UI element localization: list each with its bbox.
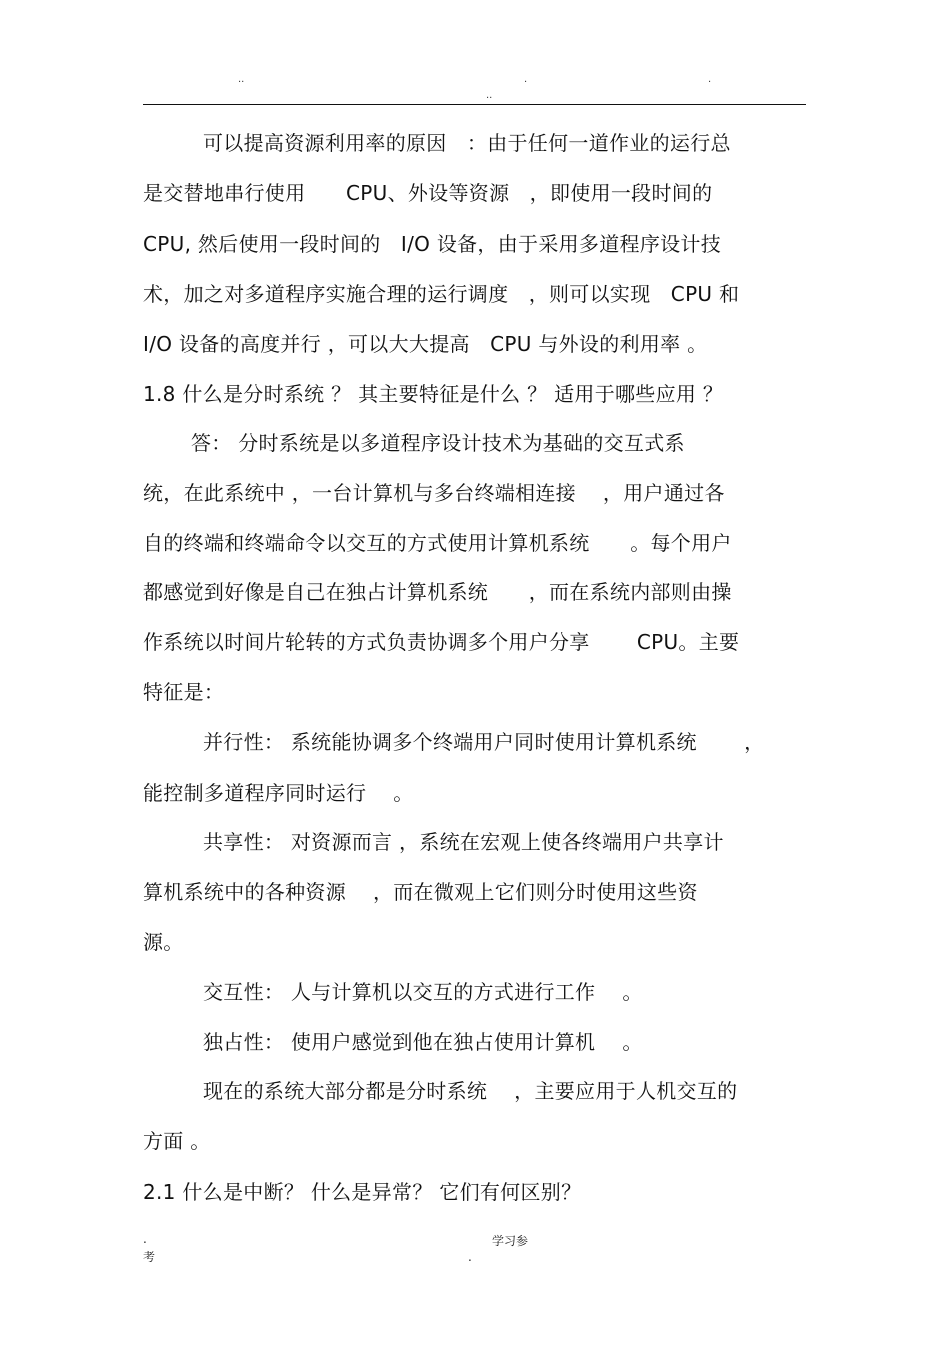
text-line: 能控制多道程序同时运行 。: [143, 781, 414, 805]
text-line: 并行性： 系统能协调多个终端用户同时使用计算机系统 ，: [203, 730, 765, 754]
footer-left-dot: .: [143, 1232, 147, 1246]
text-line: 作系统以时间片轮转的方式负责协调多个用户分享 CPU。主要: [143, 630, 740, 654]
text-line: 交互性： 人与计算机以交互的方式进行工作 。: [203, 980, 643, 1004]
text-line: 方面 。: [143, 1129, 211, 1153]
header-dot-1: ..: [238, 74, 245, 85]
text-line: 特征是：: [143, 680, 225, 704]
footer-center-dot: .: [468, 1250, 472, 1264]
section-heading: 1.8 什么是分时系统 ？ 其主要特征是什么 ？ 适用于哪些应用 ？: [143, 382, 724, 406]
text-line: 共享性： 对资源而言 ，系统在宏观上使各终端用户共享计: [203, 830, 724, 854]
text-line: 源。: [143, 930, 184, 954]
text-line: 可以提高资源利用率的原因 ：由于任何一道作业的运行总: [203, 131, 731, 155]
text-line: 术，加之对多道程序实施合理的运行调度 ，则可以实现 CPU 和: [143, 282, 740, 306]
text-line: 现在的系统大部分都是分时系统 ，主要应用于人机交互的: [203, 1079, 738, 1103]
header-dot-4: ..: [486, 90, 493, 101]
text-line: 都感觉到好像是自己在独占计算机系统 ，而在系统内部则由操: [143, 580, 732, 604]
text-line: CPU, 然后使用一段时间的 I/O 设备，由于采用多道程序设计技: [143, 232, 722, 256]
header-rule: [143, 104, 806, 105]
text-line: 是交替地串行使用 CPU、外设等资源 ，即使用一段时间的: [143, 181, 713, 205]
section-heading: 2.1 什么是中断？ 什么是异常？ 它们有何区别？: [143, 1180, 582, 1204]
header-dot-3: .: [708, 74, 712, 85]
text-line: 算机系统中的各种资源 ，而在微观上它们则分时使用这些资: [143, 880, 698, 904]
text-line: I/O 设备的高度并行 ，可以大大提高 CPU 与外设的利用率 。: [143, 332, 708, 356]
footer-left-char: 考: [143, 1250, 156, 1264]
text-line: 统，在此系统中 ，一台计算机与多台终端相连接 ，用户通过各: [143, 481, 725, 505]
text-line: 自的终端和终端命令以交互的方式使用计算机系统 。每个用户: [143, 531, 732, 555]
text-line: 独占性： 使用户感觉到他在独占使用计算机 。: [203, 1030, 643, 1054]
header-dot-2: .: [524, 74, 528, 85]
text-line: 答： 分时系统是以多道程序设计技术为基础的交互式系: [191, 431, 685, 455]
footer-center-text: 学习参: [492, 1234, 529, 1248]
